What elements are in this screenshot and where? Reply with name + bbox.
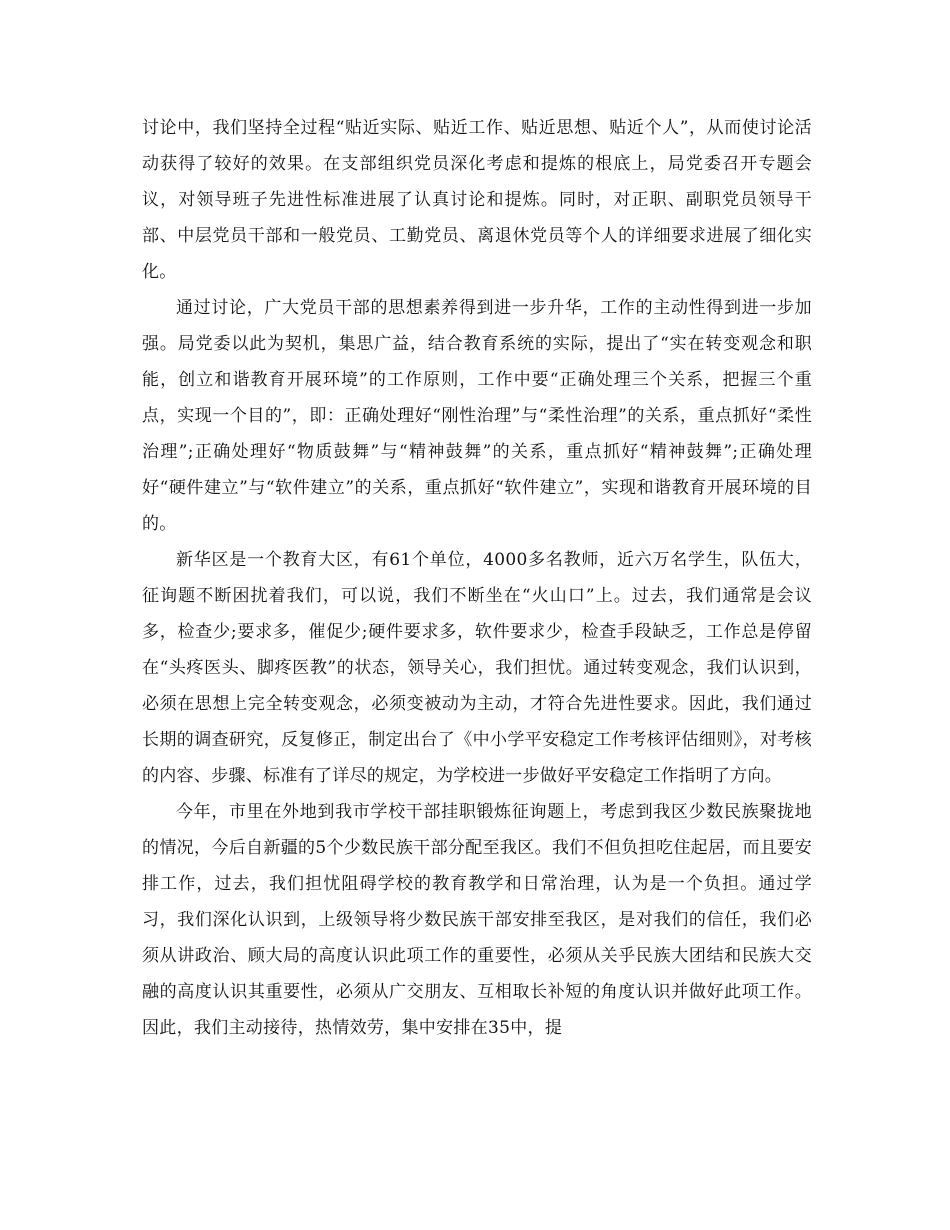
paragraph-4: 今年，市里在外地到我市学校干部挂职锻炼征询题上，考虑到我区少数民族聚拢地的情况，今后自新疆的5个少数民族干部分配至我区。我们不但负担吃住起居，而且要安排工作，过去，我们担忧阻碍学校的教育教学和日常治理，认为是一个负担。通过学习，我们深化认识到，上级领导将少数民族干部安排至我区，是对我们的信任，我们必须从讲政治、顾大局的高度认识此项工作的重要性，必须从关乎民族大团结和民族大交融的高度认识其重要性，必须从广交朋友、互相取长补短的角度认识并做好此项工作。因此，我们主动接待，热情效劳，集中安排在35中，提 xyxy=(142,802,812,1038)
paragraph-2: 通过讨论，广大党员干部的思想素养得到进一步升华，工作的主动性得到进一步加强。局党委以此为契机，集思广益，结合教育系统的实际，提出了“实在转变观念和职能，创立和谐教育开展环境”的工作原则，工作中要“正确处理三个关系，把握三个重点，实现一个目的”，即：正确处理好“刚性治理”与“柔性治理”的关系，重点抓好“柔性治理”;正确处理好“物质鼓舞”与“精神鼓舞”的关系，重点抓好“精神鼓舞”;正确处理好“硬件建立”与“软件建立”的关系，重点抓好“软件建立”，实现和谐教育开展环境的目的。 xyxy=(142,298,812,534)
paragraph-1: 讨论中，我们坚持全过程“贴近实际、贴近工作、贴近思想、贴近个人”，从而使讨论活动获得了较好的效果。在支部组织党员深化考虑和提炼的根底上，局党委召开专题会议，对领导班子先进性标准进展了认真讨论和提炼。同时，对正职、副职党员领导干部、中层党员干部和一般党员、工勤党员、离退休党员等个人的详细要求进展了细化实化。 xyxy=(142,118,812,282)
document-body xyxy=(142,110,812,1046)
paragraph-3: 新华区是一个教育大区，有61个单位，4000多名教师，近六万名学生，队伍大，征询题不断困扰着我们，可以说，我们不断坐在“火山口”上。过去，我们通常是会议多，检查少;要求多，催促少;硬件要求多，软件要求少，检查手段缺乏，工作总是停留在“头疼医头、脚疼医教”的状态，领导关心，我们担忧。通过转变观念，我们认识到，必须在思想上完全转变观念，必须变被动为主动，才符合先进性要求。因此，我们通过长期的调查研究，反复修正，制定出台了《中小学平安稳定工作考核评估细则》，对考核的内容、步骤、标准有了详尽的规定，为学校进一步做好平安稳定工作指明了方向。 xyxy=(142,550,812,786)
